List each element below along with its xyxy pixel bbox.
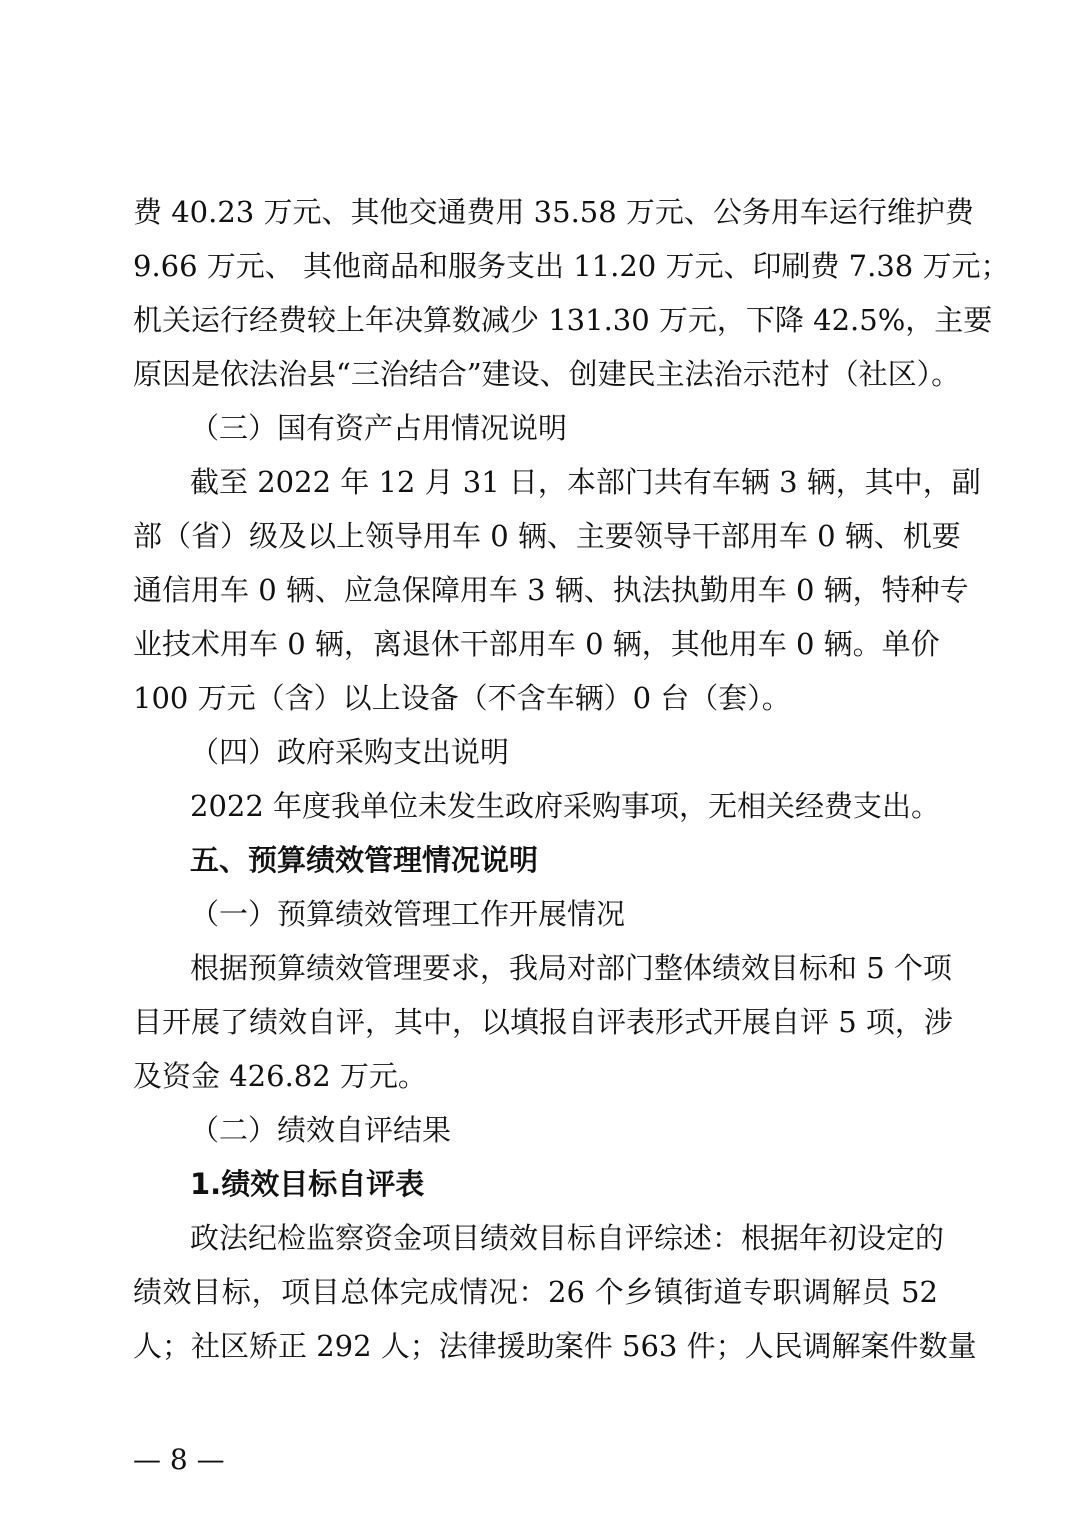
paragraph-line: 根据预算绩效管理要求，我局对部门整体绩效目标和 5 个项 [190,951,952,985]
paragraph-line: 截至 2022 年 12 月 31 日，本部门共有车辆 3 辆，其中，副 [190,465,981,499]
paragraph-line: 费 40.23 万元、其他交通费用 35.58 万元、公务用车运行维护费 [133,195,974,229]
chapter-heading: 五、预算绩效管理情况说明 [190,843,539,877]
paragraph-line: 9.66 万元、 其他商品和服务支出 11.20 万元、印刷费 7.38 万元； [133,249,1010,283]
paragraph-line: 2022 年度我单位未发生政府采购事项，无相关经费支出。 [190,789,941,823]
section-heading: （二）绩效自评结果 [190,1113,452,1147]
section-heading: （四）政府采购支出说明 [190,735,510,769]
paragraph-line: 绩效目标，项目总体完成情况：26 个乡镇街道专职调解员 52 [133,1275,938,1309]
page-number: — 8 — [133,1443,225,1476]
paragraph-line: 政法纪检监察资金项目绩效目标自评综述：根据年初设定的 [190,1221,945,1255]
paragraph-line: 及资金 426.82 万元。 [133,1059,427,1093]
paragraph-line: 业技术用车 0 辆，离退休干部用车 0 辆，其他用车 0 辆。单价 [133,627,940,661]
paragraph-line: 通信用车 0 辆、应急保障用车 3 辆、执法执勤用车 0 辆，特种专 [133,573,969,607]
section-heading: （三）国有资产占用情况说明 [190,411,568,445]
paragraph-line: 机关运行经费较上年决算数减少 131.30 万元，下降 42.5%，主要 [133,303,993,337]
paragraph-line: 目开展了绩效自评，其中，以填报自评表形式开展自评 5 项，涉 [133,1005,953,1039]
section-heading: （一）预算绩效管理工作开展情况 [190,897,626,931]
paragraph-line: 人；社区矫正 292 人；法律援助案件 563 件；人民调解案件数量 [133,1329,977,1363]
subsection-heading: 1.绩效目标自评表 [190,1167,425,1201]
paragraph-line: 原因是依法治县“三治结合”建设、创建民主法治示范村（社区）。 [133,357,961,391]
paragraph-line: 部（省）级及以上领导用车 0 辆、主要领导干部用车 0 辆、机要 [133,519,961,553]
paragraph-line: 100 万元（含）以上设备（不含车辆）0 台（套）。 [133,681,791,715]
